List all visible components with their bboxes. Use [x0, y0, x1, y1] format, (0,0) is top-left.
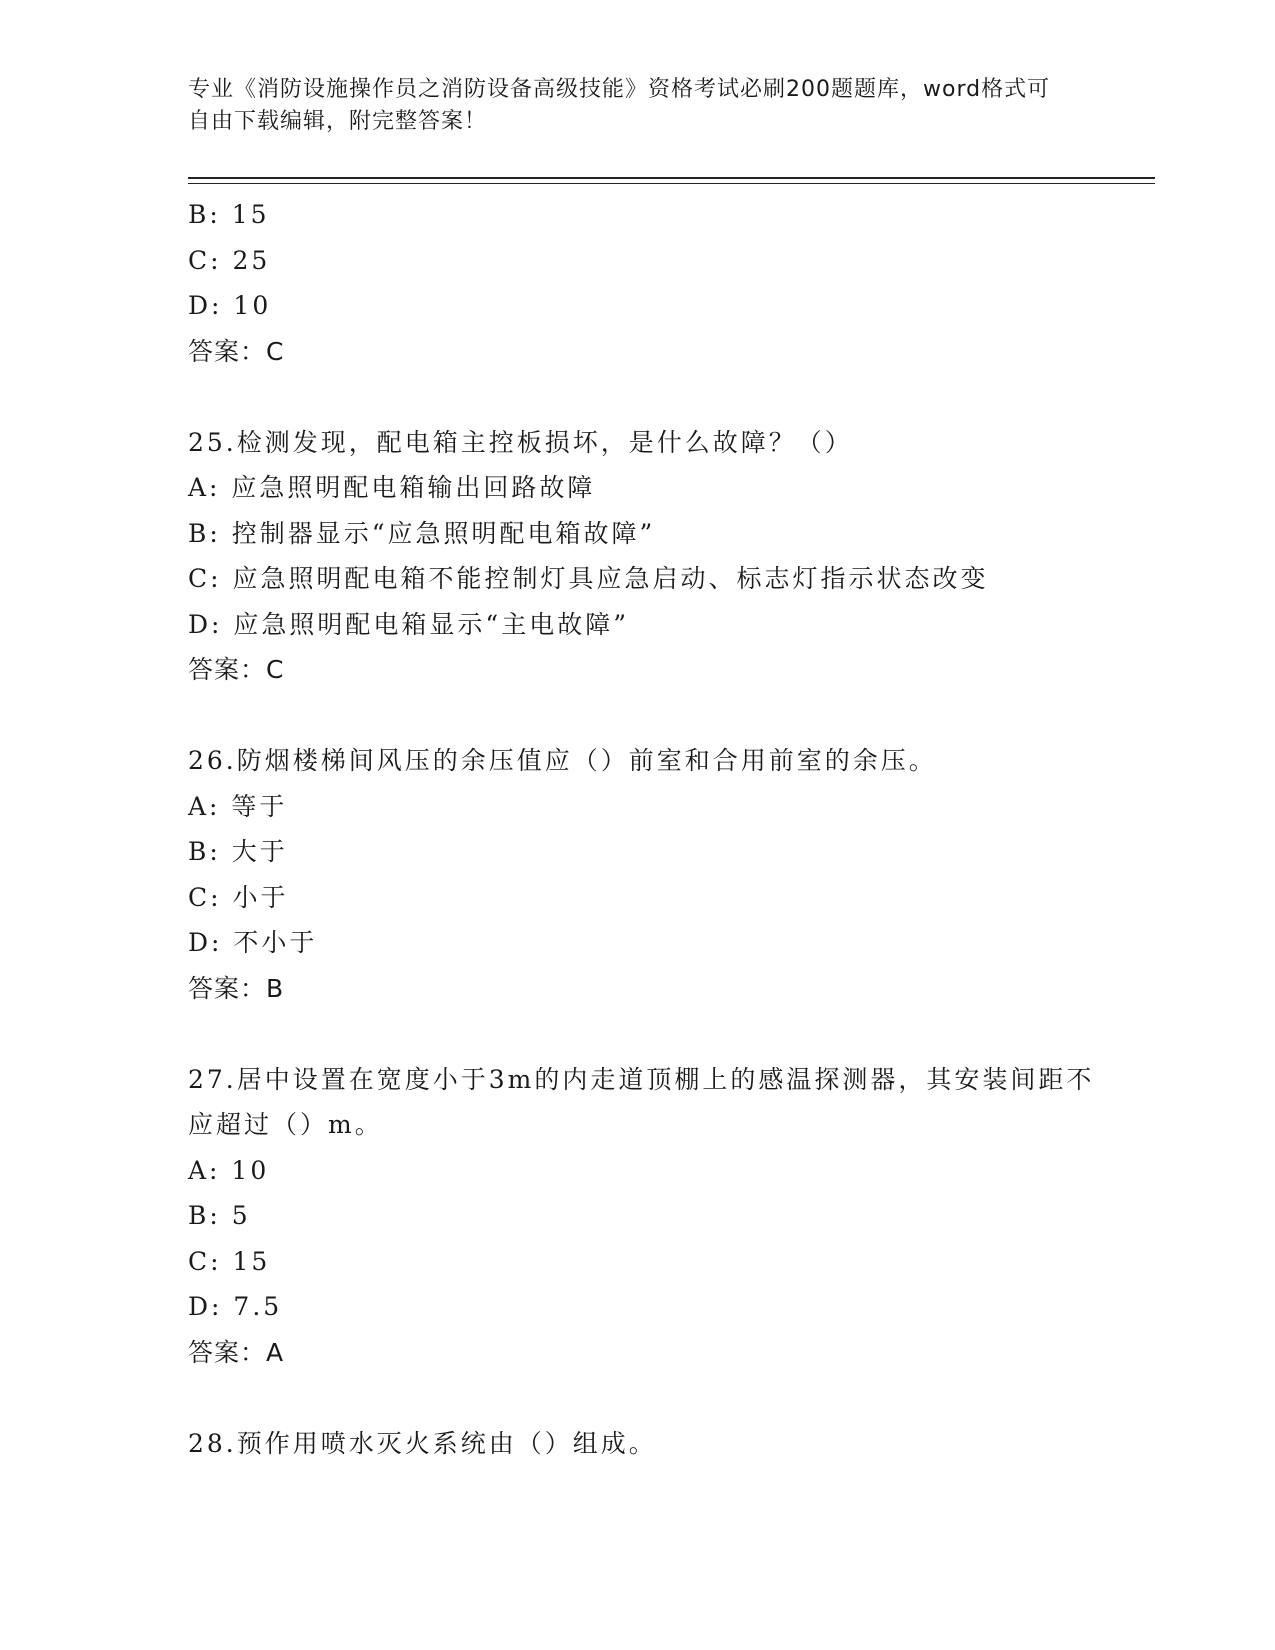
- spacer: [188, 1011, 1108, 1057]
- option-d: D: 10: [188, 291, 272, 320]
- document-header: 专业《消防设施操作员之消防设备高级技能》资格考试必刷200题题库，word格式可自由下载编辑，附完整答案！: [188, 77, 1051, 134]
- option-a: A: 应急照明配电箱输出回路故障: [188, 473, 596, 502]
- answer-line: 答案：C: [188, 336, 285, 366]
- question-text: 25.检测发现，配电箱主控板损坏，是什么故障？（）: [188, 427, 853, 457]
- option-b: B: 控制器显示“应急照明配电箱故障”: [188, 518, 656, 548]
- option-b: B: 5: [188, 1201, 251, 1230]
- spacer: [188, 374, 1108, 420]
- option-c: C: 25: [188, 245, 271, 275]
- question-block-25: [188, 420, 1108, 693]
- option-d: D: 不小于: [188, 928, 318, 957]
- option-b: B: 15: [188, 200, 270, 229]
- header-rule-thick: [188, 177, 1155, 179]
- question-block-24: [188, 192, 1108, 374]
- question-block-28: [188, 1421, 1108, 1467]
- spacer: [188, 693, 1108, 739]
- answer-line: 答案：B: [188, 973, 285, 1003]
- answer-line: 答案：C: [188, 655, 285, 684]
- option-d: D: 应急照明配电箱显示“主电故障”: [188, 609, 629, 639]
- option-a: A: 10: [188, 1155, 270, 1185]
- option-c: C: 应急照明配电箱不能控制灯具应急启动、标志灯指示状态改变: [188, 564, 989, 593]
- question-block-26: [188, 738, 1108, 1011]
- spacer: [188, 1375, 1108, 1421]
- option-c: C: 15: [188, 1246, 271, 1276]
- option-b: B: 大于: [188, 837, 288, 866]
- answer-line: 答案：A: [188, 1337, 285, 1367]
- question-block-27: [188, 1057, 1108, 1376]
- question-text: 28.预作用喷水灭火系统由（）组成。: [188, 1428, 657, 1458]
- question-text: 27.居中设置在宽度小于3m的内走道顶棚上的感温探测器，其安装间距不应超过（）m。: [188, 1064, 1095, 1139]
- question-text: 26.防烟楼梯间风压的余压值应（）前室和合用前室的余压。: [188, 746, 937, 775]
- question-list: [188, 192, 1108, 1466]
- option-a: A: 等于: [188, 791, 288, 821]
- header-rule-thin: [188, 183, 1155, 184]
- option-c: C: 小于: [188, 882, 289, 912]
- option-d: D: 7.5: [188, 1292, 283, 1321]
